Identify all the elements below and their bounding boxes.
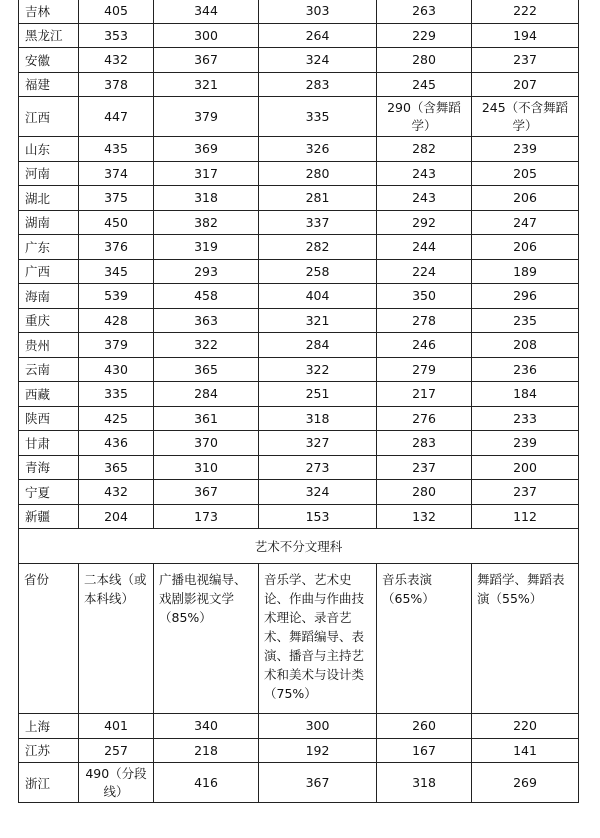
score-cell: 290（含舞蹈学） (377, 97, 472, 137)
header-col5: 舞蹈学、舞蹈表演（55%） (472, 564, 579, 714)
score-cell: 345 (79, 259, 154, 284)
table-row (19, 357, 579, 382)
score-cell: 340 (154, 714, 259, 739)
score-cell: 207 (472, 72, 579, 97)
score-cell: 235 (472, 308, 579, 333)
score-cell: 335 (79, 382, 154, 407)
score-cell: 276 (377, 406, 472, 431)
score-cell: 217 (377, 382, 472, 407)
score-cell: 233 (472, 406, 579, 431)
score-cell: 401 (79, 714, 154, 739)
score-cell: 367 (259, 763, 377, 803)
score-cell: 278 (377, 308, 472, 333)
header-col1: 二本线（或本科线） (79, 564, 154, 714)
score-cell: 284 (259, 333, 377, 358)
table-row (19, 333, 579, 358)
table-row (19, 23, 579, 48)
table-row (19, 0, 579, 23)
score-cell: 428 (79, 308, 154, 333)
score-cell: 192 (259, 738, 377, 763)
table-row (19, 480, 579, 505)
score-cell: 435 (79, 137, 154, 162)
score-cell: 322 (259, 357, 377, 382)
table-row (19, 186, 579, 211)
score-cell: 350 (377, 284, 472, 309)
score-cell: 321 (259, 308, 377, 333)
art-section (19, 529, 579, 803)
score-cell: 293 (154, 259, 259, 284)
score-cell: 282 (259, 235, 377, 260)
province-cell: 浙江 (19, 763, 79, 803)
score-cell: 436 (79, 431, 154, 456)
score-cell: 273 (259, 455, 377, 480)
score-cell: 284 (154, 382, 259, 407)
score-cell: 263 (377, 0, 472, 23)
score-cell: 367 (154, 48, 259, 73)
score-table (18, 0, 579, 803)
table-row (19, 235, 579, 260)
table-row (19, 455, 579, 480)
province-cell: 山东 (19, 137, 79, 162)
province-cell: 广西 (19, 259, 79, 284)
province-cell: 陕西 (19, 406, 79, 431)
score-cell: 303 (259, 0, 377, 23)
score-cell: 280 (377, 480, 472, 505)
score-cell: 112 (472, 504, 579, 529)
score-cell: 206 (472, 235, 579, 260)
score-cell: 425 (79, 406, 154, 431)
province-cell: 贵州 (19, 333, 79, 358)
score-cell: 258 (259, 259, 377, 284)
score-cell: 374 (79, 161, 154, 186)
province-cell: 广东 (19, 235, 79, 260)
score-cell: 224 (377, 259, 472, 284)
score-cell: 363 (154, 308, 259, 333)
score-cell: 318 (377, 763, 472, 803)
province-cell: 上海 (19, 714, 79, 739)
score-cell: 317 (154, 161, 259, 186)
score-cell: 300 (259, 714, 377, 739)
score-cell: 280 (259, 161, 377, 186)
score-cell: 200 (472, 455, 579, 480)
score-cell: 310 (154, 455, 259, 480)
score-cell: 243 (377, 186, 472, 211)
score-cell: 292 (377, 210, 472, 235)
score-cell: 280 (377, 48, 472, 73)
score-cell: 141 (472, 738, 579, 763)
score-cell: 319 (154, 235, 259, 260)
score-cell: 173 (154, 504, 259, 529)
score-cell: 184 (472, 382, 579, 407)
province-cell: 新疆 (19, 504, 79, 529)
table-row (19, 763, 579, 803)
province-cell: 黑龙江 (19, 23, 79, 48)
score-cell: 447 (79, 97, 154, 137)
score-cell: 430 (79, 357, 154, 382)
table-row (19, 504, 579, 529)
score-cell: 370 (154, 431, 259, 456)
score-cell: 245（不含舞蹈学） (472, 97, 579, 137)
score-cell: 244 (377, 235, 472, 260)
province-cell: 江西 (19, 97, 79, 137)
score-cell: 251 (259, 382, 377, 407)
score-cell: 269 (472, 763, 579, 803)
score-cell: 229 (377, 23, 472, 48)
table-row (19, 382, 579, 407)
score-cell: 432 (79, 480, 154, 505)
header-col3: 音乐学、艺术史论、作曲与作曲技术理论、录音艺术、舞蹈编导、表演、播音与主持艺术和美术与设计类（75%） (259, 564, 377, 714)
table-row (19, 714, 579, 739)
score-cell: 281 (259, 186, 377, 211)
score-cell: 132 (377, 504, 472, 529)
score-cell: 337 (259, 210, 377, 235)
score-cell: 458 (154, 284, 259, 309)
score-cell: 283 (259, 72, 377, 97)
score-cell: 239 (472, 137, 579, 162)
score-cell: 204 (79, 504, 154, 529)
table-row (19, 161, 579, 186)
score-cell: 220 (472, 714, 579, 739)
score-cell: 205 (472, 161, 579, 186)
header-col2: 广播电视编导、戏剧影视文学（85%） (154, 564, 259, 714)
province-cell: 吉林 (19, 0, 79, 23)
section-title: 艺术不分文理科 (19, 529, 579, 564)
score-cell: 322 (154, 333, 259, 358)
score-cell: 327 (259, 431, 377, 456)
score-cell: 237 (472, 48, 579, 73)
province-cell: 西藏 (19, 382, 79, 407)
score-cell: 206 (472, 186, 579, 211)
province-cell: 甘肃 (19, 431, 79, 456)
score-cell: 379 (154, 97, 259, 137)
score-cell: 365 (154, 357, 259, 382)
score-cell: 490（分段线） (79, 763, 154, 803)
province-cell: 云南 (19, 357, 79, 382)
score-cell: 153 (259, 504, 377, 529)
score-cell: 208 (472, 333, 579, 358)
header-row (19, 564, 579, 714)
table-row (19, 137, 579, 162)
score-cell: 324 (259, 48, 377, 73)
score-cell: 375 (79, 186, 154, 211)
score-cell: 344 (154, 0, 259, 23)
score-cell: 283 (377, 431, 472, 456)
score-cell: 189 (472, 259, 579, 284)
province-cell: 重庆 (19, 308, 79, 333)
score-cell: 243 (377, 161, 472, 186)
province-cell: 安徽 (19, 48, 79, 73)
score-cell: 296 (472, 284, 579, 309)
score-cell: 405 (79, 0, 154, 23)
top-rows (19, 0, 579, 529)
province-cell: 青海 (19, 455, 79, 480)
score-cell: 218 (154, 738, 259, 763)
score-cell: 318 (154, 186, 259, 211)
score-cell: 365 (79, 455, 154, 480)
score-cell: 432 (79, 48, 154, 73)
score-cell: 279 (377, 357, 472, 382)
score-cell: 236 (472, 357, 579, 382)
score-cell: 194 (472, 23, 579, 48)
score-cell: 260 (377, 714, 472, 739)
score-cell: 379 (79, 333, 154, 358)
score-cell: 369 (154, 137, 259, 162)
score-cell: 416 (154, 763, 259, 803)
score-cell: 247 (472, 210, 579, 235)
table-row (19, 48, 579, 73)
province-cell: 海南 (19, 284, 79, 309)
table-row (19, 97, 579, 137)
score-cell: 539 (79, 284, 154, 309)
score-cell: 378 (79, 72, 154, 97)
score-cell: 318 (259, 406, 377, 431)
table-row (19, 259, 579, 284)
score-cell: 326 (259, 137, 377, 162)
score-cell: 404 (259, 284, 377, 309)
province-cell: 河南 (19, 161, 79, 186)
province-cell: 福建 (19, 72, 79, 97)
score-cell: 222 (472, 0, 579, 23)
province-cell: 宁夏 (19, 480, 79, 505)
table-row (19, 406, 579, 431)
table-row (19, 308, 579, 333)
score-cell: 167 (377, 738, 472, 763)
header-col4: 音乐表演（65%） (377, 564, 472, 714)
score-cell: 246 (377, 333, 472, 358)
header-province: 省份 (19, 564, 79, 714)
table-row (19, 431, 579, 456)
score-cell: 324 (259, 480, 377, 505)
score-cell: 239 (472, 431, 579, 456)
table-row (19, 738, 579, 763)
table-row (19, 284, 579, 309)
score-cell: 237 (472, 480, 579, 505)
score-cell: 335 (259, 97, 377, 137)
score-cell: 361 (154, 406, 259, 431)
province-cell: 湖南 (19, 210, 79, 235)
score-cell: 353 (79, 23, 154, 48)
score-cell: 300 (154, 23, 259, 48)
score-cell: 282 (377, 137, 472, 162)
score-cell: 257 (79, 738, 154, 763)
table-row (19, 72, 579, 97)
score-cell: 245 (377, 72, 472, 97)
score-cell: 382 (154, 210, 259, 235)
section-title-row (19, 529, 579, 564)
score-cell: 376 (79, 235, 154, 260)
province-cell: 江苏 (19, 738, 79, 763)
score-cell: 450 (79, 210, 154, 235)
score-cell: 264 (259, 23, 377, 48)
score-cell: 367 (154, 480, 259, 505)
table-row (19, 210, 579, 235)
province-cell: 湖北 (19, 186, 79, 211)
score-cell: 321 (154, 72, 259, 97)
score-cell: 237 (377, 455, 472, 480)
